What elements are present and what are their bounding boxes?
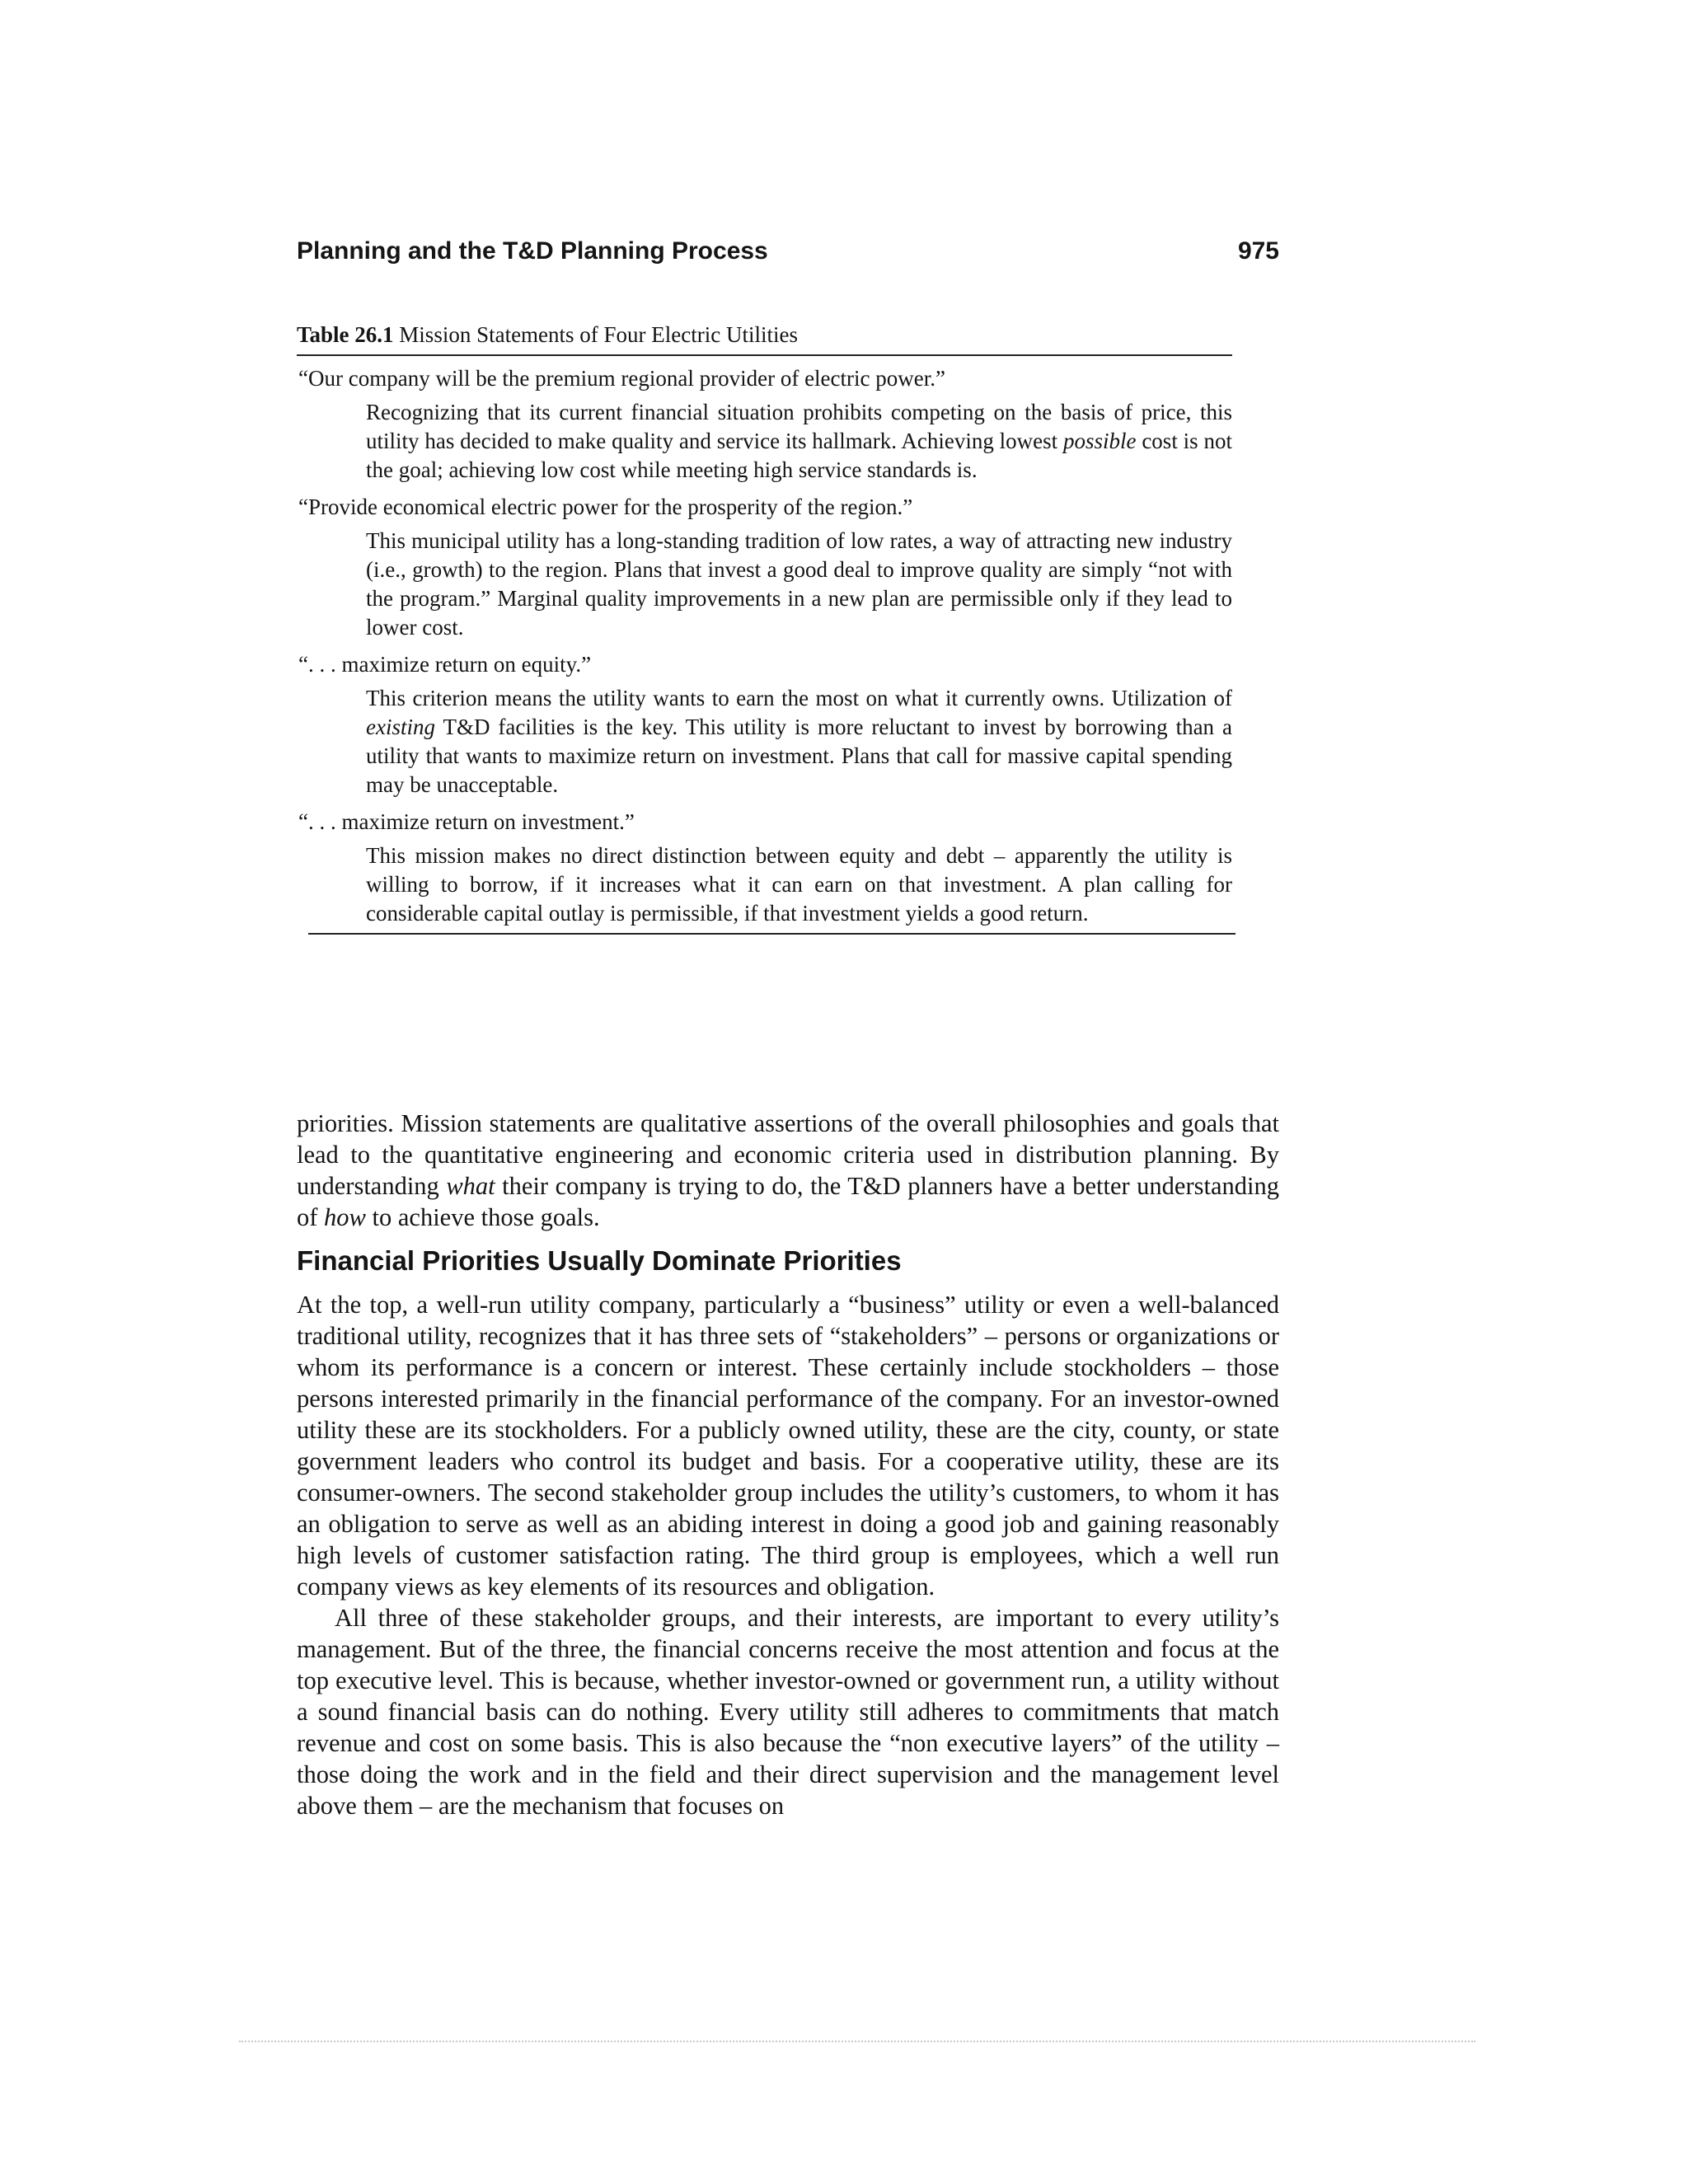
paragraph-text: to achieve those goals. (365, 1203, 600, 1231)
mission-statement: “Provide economical electric power for the prosperity of the region.” (298, 494, 913, 519)
table-entry (297, 650, 1232, 799)
body-paragraph: At the top, a well-run utility company, particularly a “business” utility or even a well-balanced traditional utility, recognizes that it has three sets of “stakeholders” – persons or organizations or whom its performance is a concern or interest. These certainly include stockholders – those persons interested primarily in the financial performance of the company. For an investor-owned utility these are its stockholders. For a publicly owned utility, these are the city, county, or state government leaders who control its budget and basis. For a cooperative utility, these are its consumer-owners. The second stakeholder group includes the utility’s customers, to whom it has an obligation to serve as well as an abiding interest in doing a good job and gaining reasonably high levels of customer satisfaction rating. The third group is employees, which a well run company views as key elements of its resources and obligation. (297, 1291, 1279, 1601)
table-caption-text: Mission Statements of Four Electric Utilities (399, 322, 798, 347)
mission-description (366, 398, 1232, 485)
paragraph-text: their company is trying to do, the T&D planners have a better understanding of (297, 1172, 1279, 1231)
table-entry (297, 364, 1232, 485)
body-text (297, 1108, 1279, 1821)
table-caption (297, 320, 1232, 356)
description-emphasis: existing (366, 715, 435, 739)
running-header-title: Planning and the T&D Planning Process (297, 237, 768, 265)
mission-description: This municipal utility has a long-standing tradition of low rates, a way of attracting new industry (i.e., growth) to the region. Plans that invest a good deal to improve quality are simply “not with the program.” Marginal quality improvements in a new plan are permissible only if they lead to lower cost. (366, 528, 1232, 640)
description-text: Recognizing that its current financial situation prohibits competing on the basis of price, this utility has decided to make quality and service its hallmark. Achieving lowest (366, 400, 1232, 453)
table-entry (297, 808, 1232, 928)
mission-statement: “. . . maximize return on equity.” (298, 652, 592, 677)
mission-statements-table (297, 320, 1232, 935)
running-header (297, 237, 1279, 270)
description-text: cost is not the goal; achieving low cost while meeting high service standards is. (366, 429, 1232, 482)
table-entry (297, 493, 1232, 642)
mission-statement: “Our company will be the premium regional provider of electric power.” (298, 366, 945, 391)
body-paragraph (297, 1108, 1279, 1233)
scan-footer-artifact (239, 2041, 1475, 2042)
mission-description: This mission makes no direct distinction between equity and debt – apparently the utility is willing to borrow, if it increases what it can earn on that investment. A plan calling for considerable capital outlay is permissible, if that investment yields a good return. (366, 843, 1232, 926)
paragraph-emphasis: how (324, 1203, 366, 1231)
description-text: This criterion means the utility wants to earn the most on what it currently owns. Utilization of (366, 686, 1232, 710)
table-bottom-rule (308, 933, 1236, 935)
section-heading: Financial Priorities Usually Dominate Priorities (297, 1245, 902, 1276)
page-number: 975 (1237, 237, 1279, 265)
table-caption-label: Table 26.1 (297, 322, 394, 347)
description-text: T&D facilities is the key. This utility is more reluctant to invest by borrowing than a utility that wants to maximize return on investment. Plans that call for massive capital spending may be unacceptable. (366, 715, 1232, 797)
mission-statement: “. . . maximize return on investment.” (298, 809, 635, 834)
description-emphasis: possible (1062, 429, 1137, 453)
paragraph-text: priorities. Mission statements are qualitative assertions of the overall philosophies and goals that lead to the quantitative engineering and economic criteria used in distribution planning. By understanding (297, 1109, 1279, 1200)
body-paragraph: All three of these stakeholder groups, and their interests, are important to every utility’s management. But of the three, the financial concerns receive the most attention and focus at the top executive level. This is because, whether investor-owned or government run, a utility without a sound financial basis can do nothing. Every utility still adheres to commitments that match revenue and cost on some basis. This is also because the “non executive layers” of the utility – those doing the work and in the field and their direct supervision and the management level above them – are the mechanism that focuses on (297, 1604, 1279, 1820)
mission-description (366, 684, 1232, 799)
paragraph-emphasis: what (446, 1172, 495, 1200)
